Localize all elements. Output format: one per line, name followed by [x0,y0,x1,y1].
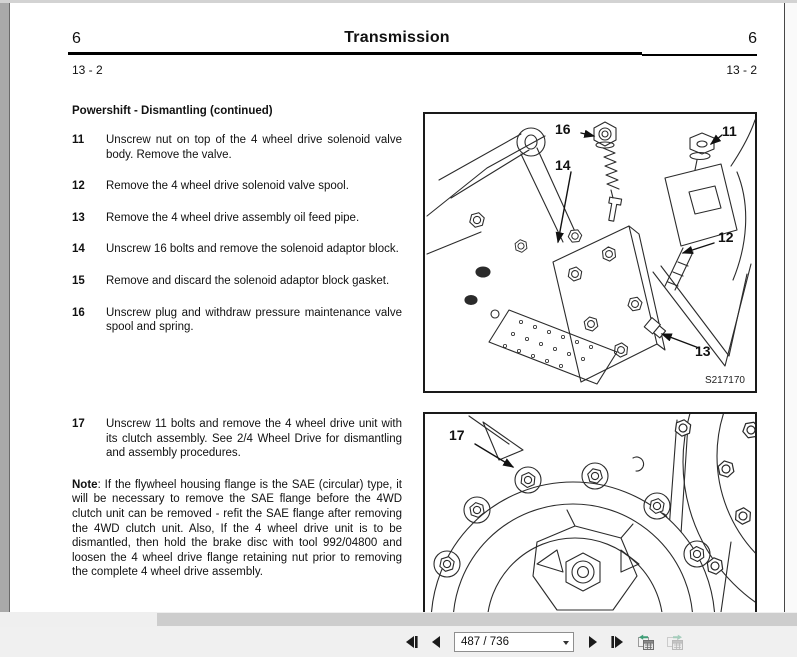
step-number: 12 [72,180,85,193]
callout-12: 12 [718,229,734,245]
step-text: Remove the 4 wheel drive solenoid valve spool. [106,180,349,193]
step-number: 13 [72,211,85,224]
callout-17: 17 [449,427,465,443]
horizontal-scrollbar-thumb[interactable] [157,613,797,626]
figure-code: S217170 [704,375,745,386]
step-item [72,274,402,289]
step-number: 14 [72,243,85,256]
section-number-right: 6 [748,30,757,47]
instruction-column-lower [72,417,402,580]
next-view-icon [666,634,684,651]
figure-solenoid-assembly [423,112,757,393]
callout-16: 16 [555,121,571,137]
step-item [72,306,402,335]
step-item [72,417,402,461]
step-text: Remove and discard the solenoid adaptor block gasket. [106,274,390,287]
callout-14: 14 [555,157,571,173]
right-gutter [785,3,797,612]
step-text: Unscrew plug and withdraw pressure maintenance valve spool and spring. [106,306,402,334]
header-rule-right [642,54,757,56]
previous-view-icon [637,634,655,651]
window-left-edge [0,3,10,612]
navigation-toolbar [0,627,797,657]
step-item [72,179,402,194]
note-text: : If the flywheel housing flange is the SAE (circular) type, it will be necessary to remove the SAE flange before the 4WD clutch unit can be removed - refit the SAE flange after removing the 4WD clutch unit. Also, If the 4 wheel drive unit is to be dismantled, then hold the brake disc with tool 992/04800 and loosen the 4 wheel drive flange retaining nut prior to removing the complete 4 wheel drive assembly. [72,478,402,579]
previous-page-bar-icon [404,634,420,650]
horizontal-scrollbar[interactable] [0,612,797,627]
next-page-button[interactable] [579,631,604,653]
page-ref-right: 13 - 2 [726,63,757,77]
page-ref-left: 13 - 2 [72,63,103,77]
header-rule [68,52,642,55]
step-number: 11 [72,134,85,146]
page-navigation-cluster [399,630,687,654]
next-view-button[interactable] [663,631,687,653]
step-item [72,211,402,226]
next-page-bar-icon [609,634,625,650]
step-number: 15 [72,274,85,287]
step-text: Remove the 4 wheel drive assembly oil feed pipe. [106,211,360,224]
previous-page-icon [429,634,445,650]
document-page [10,3,784,612]
callout-13: 13 [695,343,711,359]
step-text: Unscrew 11 bolts and remove the 4 wheel drive unit with its clutch assembly. See 2/4 Wheel Drive for dismantling and assembly procedures. [106,418,402,460]
clutch-flange-drawing [425,414,755,612]
page-title: Transmission [344,29,450,46]
step-text: Unscrew nut on top of the 4 wheel drive solenoid valve body. Remove the valve. [106,134,402,161]
step-item [72,242,402,257]
previous-view-button[interactable] [634,631,658,653]
previous-page-bar-button[interactable] [399,631,424,653]
note-label: Note [72,478,98,491]
next-page-icon [584,634,600,650]
step-number: 17 [72,418,85,430]
section-heading: Powershift - Dismantling (continued) [72,105,273,117]
step-number: 16 [72,306,85,319]
next-page-bar-button[interactable] [604,631,629,653]
section-number-left: 6 [72,30,81,47]
figure-clutch-flange [423,412,757,612]
instruction-column [72,105,402,352]
page-number-combo [449,632,579,652]
note-paragraph [72,478,402,580]
callout-11: 11 [722,123,737,139]
page-number-input[interactable] [454,632,574,652]
previous-page-button[interactable] [424,631,449,653]
step-text: Unscrew 16 bolts and remove the solenoid adaptor block. [106,243,399,256]
step-item [72,133,402,162]
